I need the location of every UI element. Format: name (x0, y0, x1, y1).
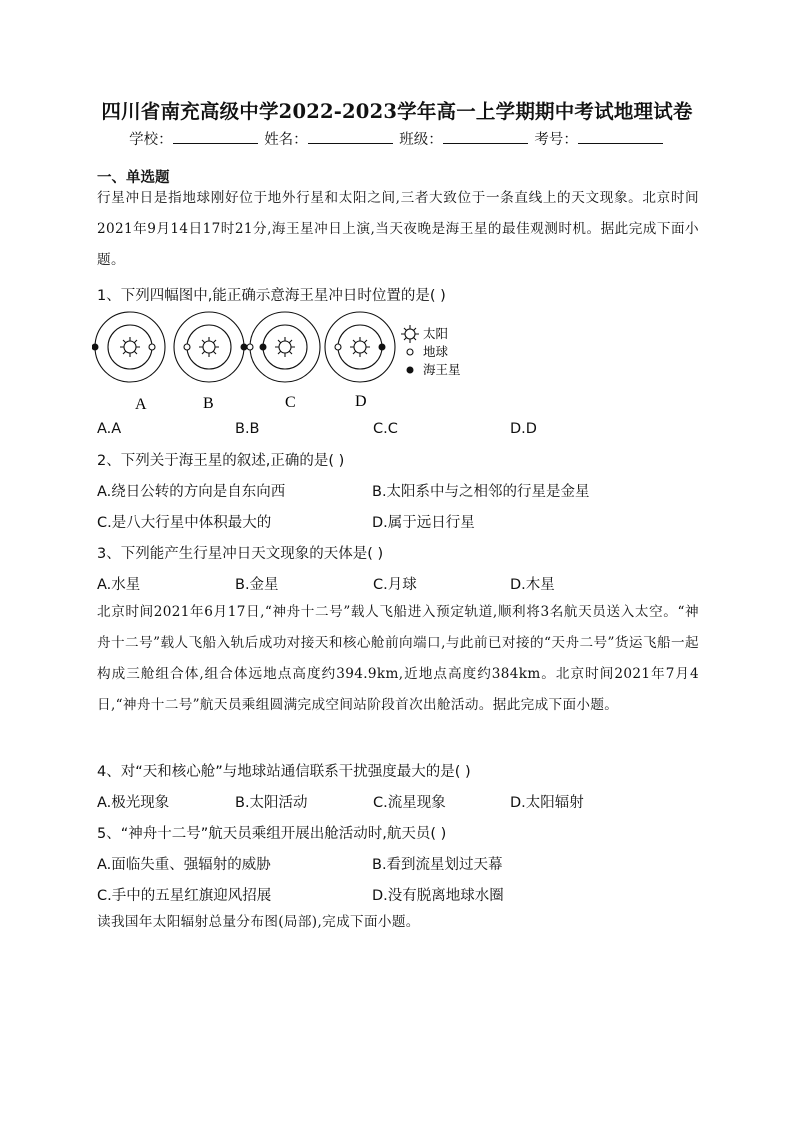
earth-marker (335, 344, 341, 350)
sun-icon (275, 337, 295, 357)
passage-solar-radiation: 读我国年太阳辐射总量分布图(局部),完成下面小题。 (97, 914, 420, 930)
diagram-c (247, 312, 320, 382)
earth-marker (184, 344, 190, 350)
diagram-label-b: B (203, 395, 214, 412)
q5-option-b[interactable]: B.看到流星划过天幕 (372, 857, 503, 873)
sun-icon (199, 337, 219, 357)
q5-option-a[interactable]: A.面临失重、强辐射的威胁 (97, 857, 271, 873)
class-label: 班级： (399, 132, 443, 148)
earth-marker (149, 344, 155, 350)
legend (401, 325, 461, 377)
number-blank[interactable] (578, 131, 663, 144)
diagram-d (325, 312, 395, 382)
question-1-stem: 1、下列四幅图中,能正确示意海王星冲日时位置的是( ) (97, 288, 446, 304)
q3-option-c[interactable]: C.月球 (373, 577, 417, 593)
class-blank[interactable] (443, 131, 528, 144)
q3-option-a[interactable]: A.水星 (97, 577, 141, 593)
question-3-stem: 3、下列能产生行星冲日天文现象的天体是( ) (97, 546, 384, 562)
name-blank[interactable] (308, 131, 393, 144)
question-2-stem: 2、下列关于海王星的叙述,正确的是( ) (97, 453, 345, 469)
sun-icon (401, 325, 419, 343)
q3-option-b[interactable]: B.金星 (235, 577, 279, 593)
diagram-label-d: D (355, 393, 367, 410)
sun-icon (350, 337, 370, 357)
name-label: 姓名： (264, 132, 308, 148)
neptune-marker (241, 344, 248, 351)
sun-icon (120, 337, 140, 357)
q5-option-d[interactable]: D.没有脱离地球水圈 (372, 888, 504, 904)
passage-shenzhou-12: 北京时间2021年6月17日,“神舟十二号”载人飞船进入预定轨道,顺利将3名航天员送入太空。“神舟十二号”载人飞船入轨后成功对接天和核心舱前向端口,与此前已对接的“天舟二号”货运飞船一起构成三舱组合体,组合体远地点高度约394.9km,近地点高度约384km。北京时间2021年7月4日,“神舟十二号”航天员乘组圆满完成空间站阶段首次出舱活动。据此完成下面小题。 (97, 604, 699, 713)
q1-option-b[interactable]: B.B (235, 421, 260, 437)
diagram-a (92, 312, 165, 382)
question-4-stem: 4、对“天和核心舱”与地球站通信联系干扰强度最大的是( ) (97, 764, 471, 780)
q1-option-d[interactable]: D.D (510, 421, 537, 437)
q4-option-a[interactable]: A.极光现象 (97, 795, 170, 811)
diagram-label-c: C (285, 394, 296, 411)
neptune-marker (260, 344, 267, 351)
q2-option-a[interactable]: A.绕日公转的方向是自东向西 (97, 484, 286, 500)
q4-option-c[interactable]: C.流星现象 (373, 795, 446, 811)
q4-option-b[interactable]: B.太阳活动 (235, 795, 308, 811)
q1-option-a[interactable]: A.A (97, 421, 122, 437)
neptune-marker (92, 344, 99, 351)
diagram-b (174, 312, 248, 382)
legend-neptune-label: 海王星 (423, 362, 461, 377)
q2-option-c[interactable]: C.是八大行星中体积最大的 (97, 515, 272, 531)
exam-title: 四川省南充高级中学2022-2023学年高一上学期期中考试地理试卷 (101, 100, 693, 123)
student-info-line (0, 128, 794, 149)
neptune-marker (379, 344, 386, 351)
q3-option-d[interactable]: D.木星 (510, 577, 555, 593)
school-blank[interactable] (173, 131, 258, 144)
q4-option-d[interactable]: D.太阳辐射 (510, 795, 584, 811)
q2-option-d[interactable]: D.属于远日行星 (372, 515, 475, 531)
q2-option-b[interactable]: B.太阳系中与之相邻的行星是金星 (372, 484, 590, 500)
school-label: 学校： (129, 132, 173, 148)
section-heading: 一、单选题 (97, 170, 170, 186)
q5-option-c[interactable]: C.手中的五星红旗迎风招展 (97, 888, 272, 904)
legend-sun-label: 太阳 (423, 326, 449, 341)
number-label: 考号： (534, 132, 578, 148)
opposition-diagram (92, 310, 482, 418)
passage-planet-opposition: 行星冲日是指地球刚好位于地外行星和太阳之间,三者大致位于一条直线上的天文现象。北京时间2021年9月14日17时21分,海王星冲日上演,当天夜晚是海王星的最佳观测时机。据此完成下面小题。 (97, 190, 699, 268)
legend-earth-marker (407, 349, 413, 355)
earth-marker (247, 344, 253, 350)
legend-neptune-marker (407, 367, 414, 374)
diagram-label-a: A (135, 396, 147, 413)
question-5-stem: 5、“神舟十二号”航天员乘组开展出舱活动时,航天员( ) (97, 826, 447, 842)
q1-option-c[interactable]: C.C (373, 421, 398, 437)
legend-earth-label: 地球 (423, 344, 449, 359)
